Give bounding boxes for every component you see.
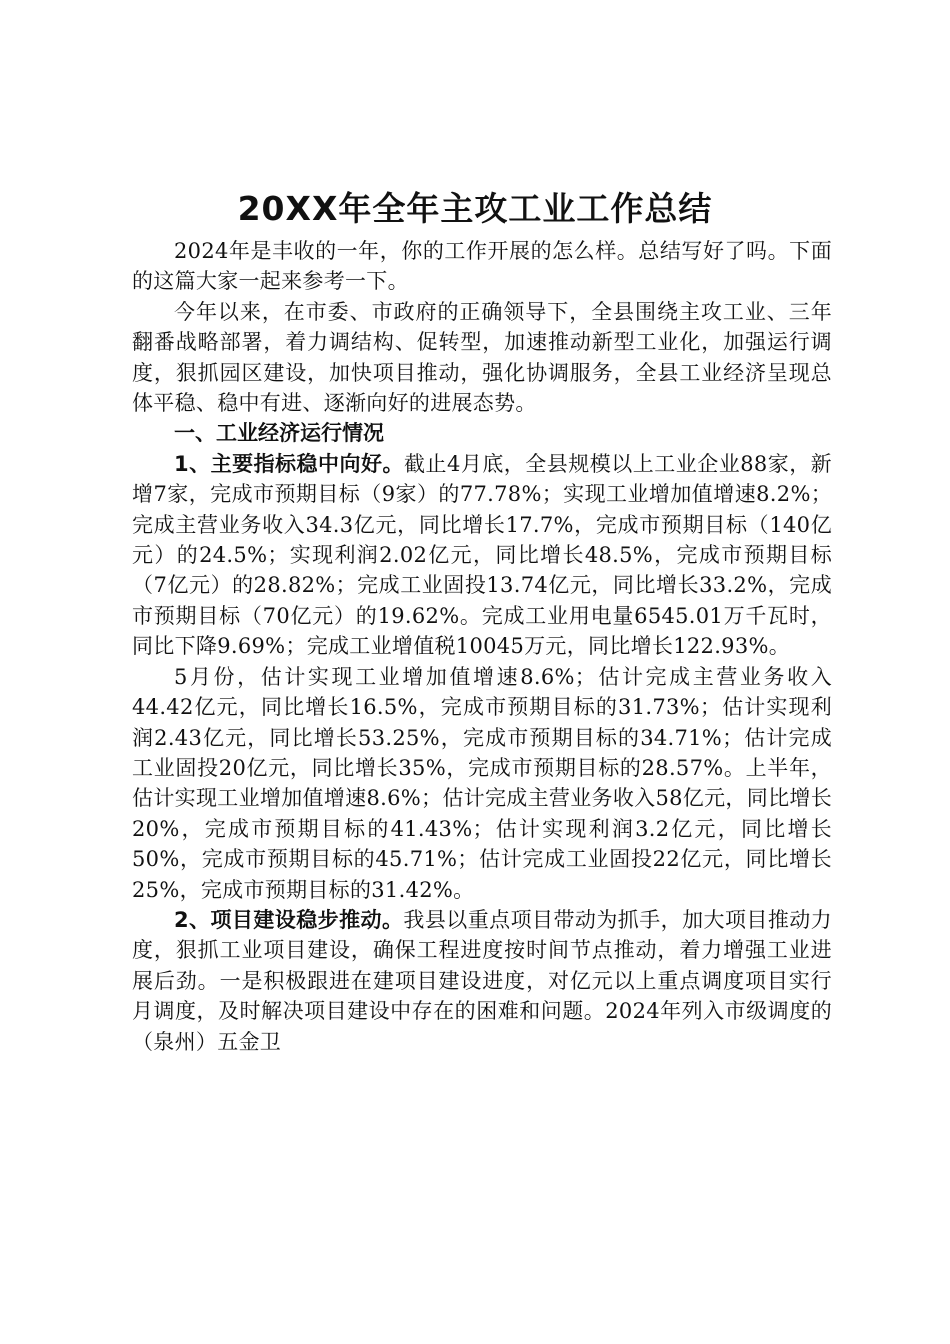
paragraph-lead: 2、项目建设稳步推动。 xyxy=(174,907,404,932)
paragraph-text: 我县以重点项目带动为抓手，加大项目推动力度，狠抓工业项目建设，确保工程进度按时间节点推动，着力增强工业进展后劲。一是积极跟进在建项目建设进度，对亿元以上重点调度项目实行月调度，及时解决项目建设中存在的困难和问题。2024年列入市级调度的（泉州）五金卫 xyxy=(132,907,832,1054)
monthly-estimates-paragraph xyxy=(132,662,832,905)
indicators-paragraph xyxy=(132,449,832,662)
paragraph-text: 截止4月底，全县规模以上工业企业88家，新增7家，完成市预期目标（9家）的77.78%；实现工业增加值增速8.2%；完成主营业务收入34.3亿元，同比增长17.7%，完成市预期目标（140亿元）的24.5%；实现利润2.02亿元，同比增长48.5%，完成市预期目标（7亿元）的28.82%；完成工业固投13.74亿元，同比增长33.2%，完成市预期目标（70亿元）的19.62%。完成工业用电量6545.01万千瓦时，同比下降9.69%；完成工业增值税10045万元，同比增长122.93%。 xyxy=(132,451,832,659)
document-title: 20XX年全年主攻工业工作总结 xyxy=(237,189,713,228)
intro-paragraph xyxy=(132,236,832,297)
section-heading: 一、工业经济运行情况 xyxy=(174,421,384,446)
overview-paragraph xyxy=(132,297,832,419)
projects-paragraph xyxy=(132,905,832,1057)
paragraph-text: 今年以来，在市委、市政府的正确领导下，全县围绕主攻工业、三年翻番战略部署，着力调结构、促转型，加速推动新型工业化，加强运行调度，狠抓园区建设，加快项目推动，强化协调服务，全县工业经济呈现总体平稳、稳中有进、逐渐向好的进展态势。 xyxy=(132,299,832,416)
paragraph-text: 5月份，估计实现工业增加值增速8.6%；估计完成主营业务收入44.42亿元，同比增长16.5%，完成市预期目标的31.73%；估计实现利润2.43亿元，同比增长53.25%，完成市预期目标的34.71%；估计完成工业固投20亿元，同比增长35%，完成市预期目标的28.57%。上半年，估计实现工业增加值增速8.6%；估计完成主营业务收入58亿元，同比增长20%，完成市预期目标的41.43%；估计实现利润3.2亿元，同比增长50%，完成市预期目标的45.71%；估计完成工业固投22亿元，同比增长25%，完成市预期目标的31.42%。 xyxy=(132,664,832,902)
document-body xyxy=(132,236,832,1057)
paragraph-text: 2024年是丰收的一年，你的工作开展的怎么样。总结写好了吗。下面的这篇大家一起来参考一下。 xyxy=(132,239,832,294)
paragraph-lead: 1、主要指标稳中向好。 xyxy=(174,451,404,476)
